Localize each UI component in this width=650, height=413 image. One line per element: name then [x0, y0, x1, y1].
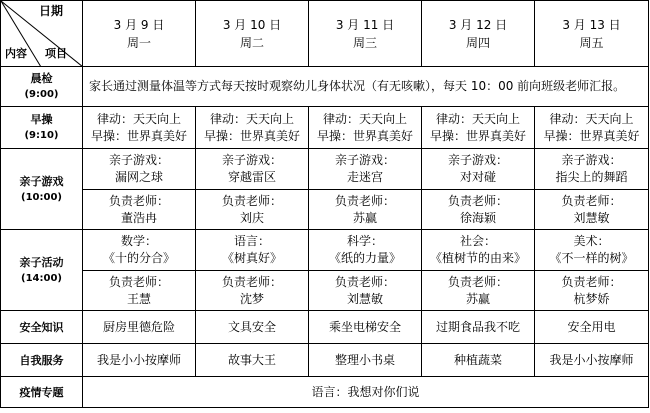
row-time: (9:00) — [24, 89, 59, 100]
activity-cell — [535, 230, 649, 271]
teacher-label: 负责老师： — [334, 274, 395, 289]
self-service-cell: 种植蔬菜 — [422, 344, 535, 377]
teacher-name: 王慧 — [126, 291, 151, 306]
day-date: 3 月 13 日 — [562, 17, 621, 32]
teacher-name: 徐海颖 — [459, 210, 496, 225]
game-cell — [309, 149, 422, 190]
exercise-rhythm: 律动：天天向上 — [322, 111, 407, 126]
row-time: (14:00) — [21, 272, 62, 284]
row-head-epidemic: 疫情专题 — [1, 377, 83, 408]
game-name: 穿越雷区 — [227, 170, 276, 184]
exercise-routine: 早操：世界真美好 — [316, 128, 413, 143]
activity-cell — [309, 230, 422, 271]
safety-cell: 乘坐电梯安全 — [309, 311, 422, 344]
day-date: 3 月 11 日 — [335, 17, 395, 32]
teacher-label: 负责老师： — [221, 193, 282, 208]
activity-subject: 数学： — [120, 234, 157, 248]
game-name: 走迷宫 — [346, 170, 383, 184]
activity-name: 《纸的力量》 — [328, 251, 401, 265]
exercise-rhythm: 律动：天天向上 — [209, 111, 294, 126]
teacher-name: 杭梦娇 — [573, 291, 610, 306]
exercise-routine: 早操：世界真美好 — [203, 128, 300, 143]
game-teacher-cell — [83, 190, 196, 230]
game-teacher-cell — [422, 190, 535, 230]
row-time: (9:10) — [24, 130, 59, 141]
game-label: 亲子游戏： — [447, 153, 508, 167]
activity-teacher-cell — [83, 271, 196, 311]
row-title: 早操 — [30, 113, 53, 126]
day-date: 3 月 9 日 — [113, 17, 165, 32]
self-service-cell: 我是小小按摩师 — [83, 344, 196, 377]
day-header-mon — [83, 1, 196, 67]
game-teacher-cell — [535, 190, 649, 230]
teacher-label: 负责老师： — [561, 193, 622, 208]
day-weekday: 周一 — [126, 35, 151, 50]
teacher-name: 苏赢 — [465, 291, 490, 306]
row-parent-child-activity-bottom — [1, 271, 649, 311]
corner-cell — [1, 1, 83, 67]
exercise-routine: 早操：世界真美好 — [90, 128, 187, 143]
teacher-label: 负责老师： — [221, 274, 282, 289]
game-label: 亲子游戏： — [108, 153, 169, 167]
self-service-cell: 整理小书桌 — [309, 344, 422, 377]
activity-name: 《十的分合》 — [102, 251, 175, 265]
day-date: 3 月 10 日 — [222, 17, 282, 32]
activity-name: 《树真好》 — [221, 251, 282, 265]
activity-teacher-cell — [535, 271, 649, 311]
game-name: 对对碰 — [459, 170, 496, 184]
teacher-name: 董浩冉 — [120, 210, 157, 225]
safety-cell: 安全用电 — [535, 311, 649, 344]
day-weekday: 周四 — [465, 35, 490, 50]
teacher-label: 负责老师： — [447, 274, 508, 289]
teacher-name: 刘慧敏 — [573, 210, 610, 225]
day-header-tue — [196, 1, 309, 67]
activity-subject: 美术： — [573, 234, 610, 248]
exercise-cell — [196, 107, 309, 149]
day-weekday: 周三 — [352, 35, 377, 50]
teacher-label: 负责老师： — [108, 193, 169, 208]
row-parent-child-game-bottom — [1, 190, 649, 230]
game-name: 指尖上的舞蹈 — [555, 170, 628, 184]
row-head-morning-exercise — [1, 107, 83, 149]
self-service-cell: 故事大王 — [196, 344, 309, 377]
row-morning-exercise — [1, 107, 649, 149]
game-cell — [422, 149, 535, 190]
header-row — [1, 1, 649, 67]
corner-content-label: 内容 — [5, 47, 27, 60]
game-name: 漏网之球 — [114, 170, 163, 184]
exercise-cell — [309, 107, 422, 149]
game-teacher-cell — [196, 190, 309, 230]
activity-name: 《不一样的树》 — [549, 251, 634, 265]
row-parent-child-activity-top — [1, 230, 649, 271]
safety-cell: 过期食品我不吃 — [422, 311, 535, 344]
teacher-name: 苏赢 — [352, 210, 377, 225]
row-title: 亲子活动 — [19, 255, 64, 269]
safety-cell: 厨房里德危险 — [83, 311, 196, 344]
exercise-rhythm: 律动：天天向上 — [549, 111, 634, 126]
game-label: 亲子游戏： — [561, 153, 622, 167]
day-weekday: 周二 — [239, 35, 264, 50]
teacher-label: 负责老师： — [561, 274, 622, 289]
row-time: (10:00) — [21, 191, 62, 203]
activity-subject: 社会： — [459, 234, 496, 248]
exercise-rhythm: 律动：天天向上 — [96, 111, 181, 126]
game-label: 亲子游戏： — [334, 153, 395, 167]
row-head-parent-child-activity — [1, 230, 83, 311]
epidemic-content: 语言：我想对你们说 — [83, 377, 649, 408]
activity-subject: 科学： — [346, 234, 383, 248]
safety-cell: 文具安全 — [196, 311, 309, 344]
game-label: 亲子游戏： — [221, 153, 282, 167]
teacher-name: 沈梦 — [239, 291, 264, 306]
corner-date-label: 日期 — [39, 4, 64, 18]
game-cell — [535, 149, 649, 190]
exercise-cell — [83, 107, 196, 149]
game-teacher-cell — [309, 190, 422, 230]
activity-subject: 语言： — [233, 234, 270, 248]
teacher-name: 刘慧敏 — [346, 291, 383, 306]
day-header-fri — [535, 1, 649, 67]
morning-check-content: 家长通过测量体温等方式每天按时观察幼儿身体状况（有无咳嗽），每天 10：00 前向班级老师汇报。 — [83, 67, 649, 107]
activity-cell — [196, 230, 309, 271]
exercise-routine: 早操：世界真美好 — [429, 128, 526, 143]
activity-teacher-cell — [309, 271, 422, 311]
row-morning-check — [1, 67, 649, 107]
teacher-name: 刘庆 — [239, 210, 264, 225]
game-cell — [196, 149, 309, 190]
row-parent-child-game-top — [1, 149, 649, 190]
day-weekday: 周五 — [579, 35, 604, 50]
teacher-label: 负责老师： — [334, 193, 395, 208]
row-head-self-service: 自我服务 — [1, 344, 83, 377]
teacher-label: 负责老师： — [447, 193, 508, 208]
row-head-safety: 安全知识 — [1, 311, 83, 344]
activity-name: 《植树节的由来》 — [429, 251, 526, 265]
game-cell — [83, 149, 196, 190]
day-header-thu — [422, 1, 535, 67]
exercise-cell — [535, 107, 649, 149]
row-epidemic — [1, 377, 649, 408]
exercise-routine: 早操：世界真美好 — [543, 128, 640, 143]
row-title: 晨检 — [30, 72, 53, 85]
teacher-label: 负责老师： — [108, 274, 169, 289]
activity-cell — [422, 230, 535, 271]
activity-teacher-cell — [422, 271, 535, 311]
row-self-service — [1, 344, 649, 377]
row-head-parent-child-game — [1, 149, 83, 230]
row-title: 亲子游戏 — [19, 174, 64, 188]
row-safety — [1, 311, 649, 344]
day-header-wed — [309, 1, 422, 67]
exercise-cell — [422, 107, 535, 149]
exercise-rhythm: 律动：天天向上 — [435, 111, 520, 126]
activity-cell — [83, 230, 196, 271]
row-head-morning-check — [1, 67, 83, 107]
day-date: 3 月 12 日 — [448, 17, 508, 32]
activity-teacher-cell — [196, 271, 309, 311]
self-service-cell: 我是小小按摩师 — [535, 344, 649, 377]
corner-item-label: 项目 — [45, 47, 67, 60]
